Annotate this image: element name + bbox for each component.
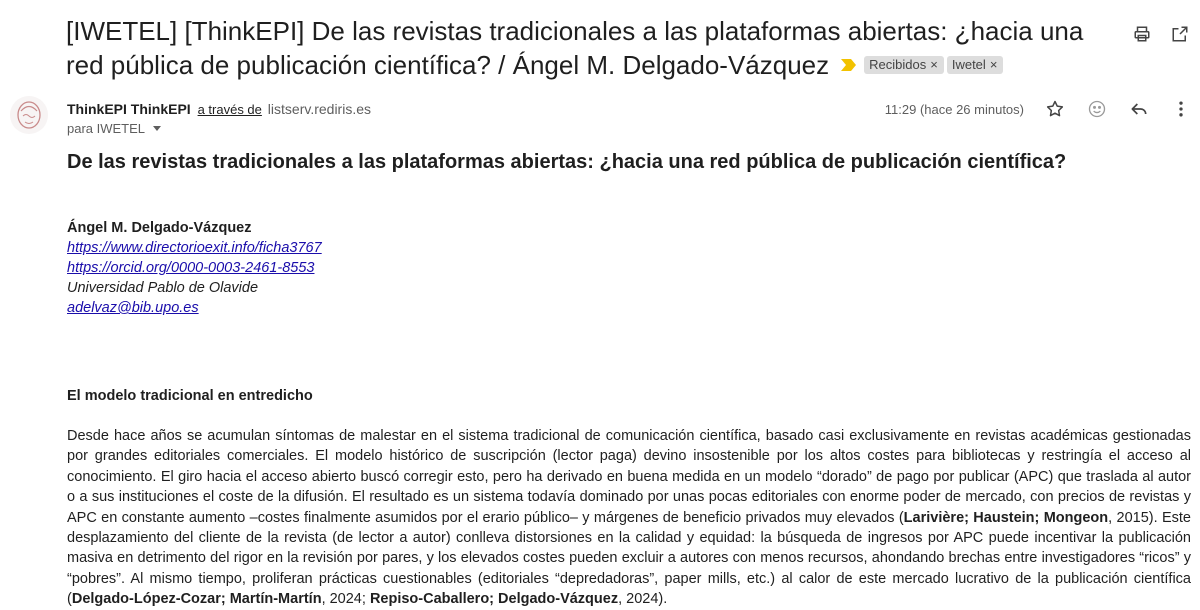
- subject-tail-text: Delgado-Vázquez: [622, 50, 830, 80]
- thread-toolbar: [1132, 24, 1190, 44]
- body-paragraph: [67, 426, 1191, 610]
- recipients-line: [67, 121, 161, 136]
- open-in-new-window-icon[interactable]: [1170, 24, 1190, 44]
- sender-name[interactable]: ThinkEPI ThinkEPI: [67, 101, 191, 117]
- label-chip-recibidos[interactable]: [864, 56, 944, 74]
- directorio-link[interactable]: https://www.directorioexit.info/ficha3767: [67, 240, 322, 256]
- emoji-icon[interactable]: [1086, 98, 1108, 120]
- author-institution: Universidad Pablo de Olavide: [67, 280, 259, 296]
- remove-label-icon[interactable]: ×: [930, 56, 938, 72]
- remove-label-icon[interactable]: ×: [989, 56, 998, 72]
- subject-row: [66, 14, 1106, 82]
- recipients-label: para IWETEL: [67, 121, 146, 136]
- message-actions: [885, 98, 1192, 120]
- via-domain: listserv.rediris.es: [267, 101, 371, 117]
- message-time: 11:29 (hace 26 minutos): [884, 101, 1024, 117]
- email-subject: [66, 14, 1106, 82]
- via-link[interactable]: a través de: [197, 102, 262, 117]
- author-name: Ángel M. Delgado-Vázquez: [67, 220, 252, 236]
- sender-avatar-image: [10, 96, 48, 134]
- citation: Delgado-López-Cozar; Martín-Martín: [71, 591, 322, 608]
- star-icon[interactable]: [1044, 98, 1066, 120]
- label-chip-iwetel[interactable]: [947, 56, 1004, 74]
- article-headline: De las revistas tradicionales a las plataformas abiertas: ¿hacia una red pública de publicación científica?: [67, 151, 1067, 173]
- printer-icon[interactable]: [1132, 24, 1152, 44]
- label-text: Recibidos: [869, 56, 927, 72]
- show-details-chevron-icon[interactable]: [153, 126, 161, 131]
- subject-text: [IWETEL] [ThinkEPI] De las revistas tradicionales a las plataformas abiertas: ¿hacia una red pública de publicación científica? / Ángel M.: [66, 16, 1084, 80]
- para-text: , 2015). Este desplazamiento del cliente de la revista (de lector a autor) conlleva distorsiones en la calidad y equidad: la búsqueda de ingresos por APC puede incentivar la publicación masiva en detrimento del rigor en la revisión por pares, y los elevados costes pueden excluir a autores con menos recursos, ahondando brechas entre investigadores “ricos” y “pobres”. Al mismo tiempo, proliferan prácticas cuestionables (editoriales “depredadoras”, paper mills, etc.) al calor de este mercado lucrativo de la publicación científica (: [67, 509, 1191, 608]
- avatar[interactable]: [10, 96, 48, 134]
- para-text: Desde hace años se acumulan síntomas de malestar en el sistema tradicional de comunicación científica, basado casi exclusivamente en revistas académicas gestionadas por grandes editoriales comerciales. El modelo histórico de suscripción (lector paga) devino insostenible por los altos costes para bibliotecas y restringía el acceso al conocimiento. El giro hacia el acceso abierto buscó corregir esto, pero ha derivado en buena medida en un modelo “dorado” de pago por publicar (APC) que traslada al autor o a sus instituciones el coste de la difusión. El resultado es un sistema todavía dominado por unas pocas editoriales con enorme poder de mercado, con precios de revistas y APC en constante aumento –costes finalmente asumidos por el erario público– y márgenes de beneficio privados muy elevados (: [67, 428, 1191, 526]
- message-body: [67, 150, 1191, 610]
- more-icon[interactable]: [1170, 98, 1192, 120]
- para-text: , 2024;: [321, 591, 370, 608]
- citation: Repiso-Caballero; Delgado-Vázquez: [369, 591, 619, 608]
- importance-marker-icon[interactable]: [841, 59, 856, 71]
- subject-tail: [622, 50, 1006, 80]
- citation: Larivière; Haustein; Mongeon: [903, 509, 1109, 526]
- sender-line: [67, 100, 371, 119]
- author-email-link[interactable]: adelvaz@bib.upo.es: [67, 300, 199, 316]
- author-block: [67, 218, 1191, 318]
- para-text: , 2024).: [618, 591, 668, 608]
- reply-icon[interactable]: [1128, 98, 1150, 120]
- orcid-link[interactable]: https://orcid.org/0000-0003-2461-8553: [67, 260, 315, 276]
- section-title: El modelo tradicional en entredicho: [67, 388, 313, 404]
- label-text: Iwetel: [951, 56, 986, 72]
